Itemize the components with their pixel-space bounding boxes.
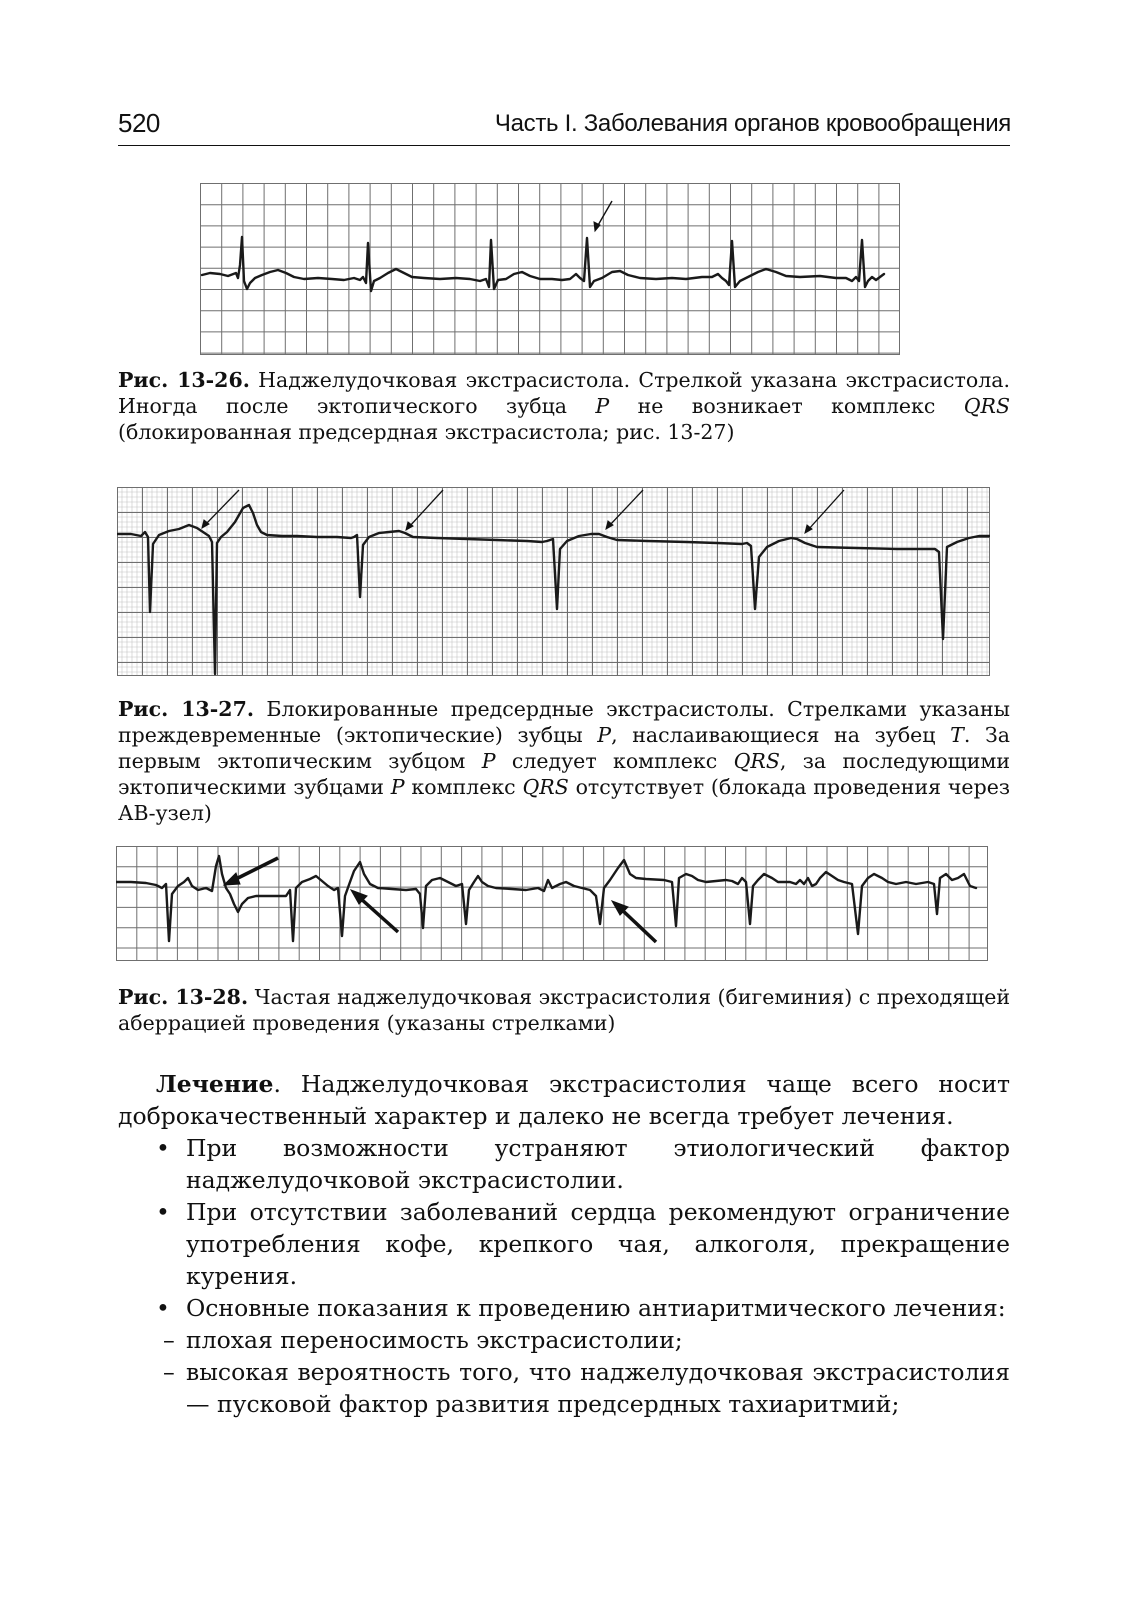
arrow-ectopic-p-2 xyxy=(406,490,443,530)
figure-label: Рис. 13-26. xyxy=(118,368,250,392)
bullet-marker: • xyxy=(156,1134,170,1162)
ecg-figure-13-26 xyxy=(200,183,900,355)
sub-list-item: – высокая вероятность того, что наджелудочковая экстрасистолия — пусковой фактор развития предсердных тахиаритмий; xyxy=(163,1358,1010,1418)
ecg-figure-13-27 xyxy=(117,487,990,676)
page-number: 520 xyxy=(118,108,160,138)
sub-list xyxy=(118,1324,1010,1420)
arrow-ectopic-p-3 xyxy=(606,490,643,529)
ecg-grid xyxy=(116,846,988,961)
header-rule xyxy=(118,145,1010,146)
running-head: Часть I. Заболевания органов кровообращения xyxy=(494,110,1011,137)
section-heading: Лечение xyxy=(156,1070,274,1098)
caption-13-27: Рис. 13-27. Блокированные предсердные экстрасистолы. Стрелками указаны преждевременные (эктопические) зубцы P, наслаивающиеся на зубец T. За первым эктопическим зубцом P следует комплекс QRS, за последующими эктопическими зубцами P комплекс QRS отсутствует (блокада проведения через АВ-узел) xyxy=(118,697,1011,825)
bullet-marker: • xyxy=(156,1198,170,1226)
bullet-list xyxy=(118,1132,1010,1324)
dash-marker: – xyxy=(163,1326,175,1354)
ecg-trace xyxy=(117,505,990,674)
ecg-grid xyxy=(200,183,900,355)
caption-13-26: Рис. 13-26. Наджелудочковая экстрасистола. Стрелкой указана экстрасистола. Иногда после эктопического зубца P не возникает комплекс QRS (блокированная предсердная экстрасистола; рис. 13-27) xyxy=(118,368,1010,444)
dash-marker: – xyxy=(163,1358,175,1386)
figure-label: Рис. 13-27. xyxy=(118,697,254,721)
arrow-ectopic-p-4 xyxy=(805,490,844,533)
caption-13-28: Рис. 13-28. Частая наджелудочковая экстрасистолия (бигеминия) с преходящей аберрацией проведения (указаны стрелками) xyxy=(118,985,1011,1035)
figure-label: Рис. 13-28. xyxy=(118,985,249,1009)
ecg-figure-13-28 xyxy=(116,846,988,961)
ecg-trace xyxy=(202,237,884,291)
arrow-aberrant-1 xyxy=(224,858,278,885)
list-item: • Основные показания к проведению антиаритмического лечения: xyxy=(156,1294,1006,1322)
arrow-aberrant-2 xyxy=(351,890,398,932)
list-item: • При отсутствии заболеваний сердца рекомендуют ограничение употребления кофе, крепкого чая, алкоголя, прекращение курения. xyxy=(156,1198,1010,1290)
ecg-grid xyxy=(117,487,990,676)
bullet-marker: • xyxy=(156,1294,170,1322)
list-item: • При возможности устраняют этиологический фактор наджелудочковой экстрасистолии. xyxy=(156,1134,1010,1194)
sub-list-item: – плохая переносимость экстрасистолии; xyxy=(163,1326,683,1354)
treatment-paragraph: Лечение. Наджелудочковая экстрасистолия чаще всего носит доброкачественный характер и далеко не всегда требует лечения. xyxy=(118,1070,1010,1130)
treatment-section xyxy=(118,1068,1010,1420)
